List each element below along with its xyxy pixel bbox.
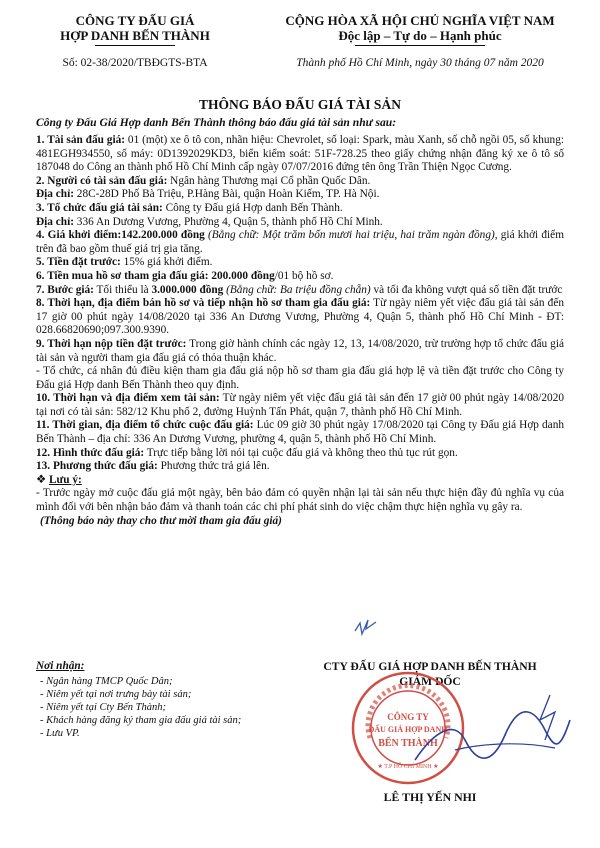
motto-underline [355, 45, 485, 46]
item-12: 12. Hình thức đấu giá: Trực tiếp bằng lời nói tại cuộc đấu giá và không theo thủ tục rút gọn. [36, 446, 458, 459]
svg-text:★ T.P HỒ CHÍ MINH ★: ★ T.P HỒ CHÍ MINH ★ [377, 764, 439, 770]
initial-mark-icon [352, 617, 380, 639]
signer-role: GIÁM ĐỐC [399, 675, 461, 688]
item-6: 6. Tiền mua hồ sơ tham gia đấu giá: 200.000 đồng/01 bộ hồ sơ. [36, 269, 334, 282]
note-heading: ❖ Lưu ý: [36, 473, 82, 486]
item-3-address: Địa chỉ: 336 An Dương Vương, Phường 4, Quận 5, thành phố Hồ Chí Minh. [36, 215, 383, 228]
svg-text:BẾN THÀNH: BẾN THÀNH [378, 738, 438, 749]
item-9: 9. Thời hạn nộp tiền đặt trước: Trong giờ hành chính các ngày 12, 13, 14/08/2020, trừ trường hợp tổ chức đấu giá tài sản và người tham gia đấu giá có thỏa thuận khác. [36, 337, 564, 364]
document-number: Số: 02-38/2020/TBĐGTS-BTA [62, 57, 208, 69]
recipient-item: - Niêm yết tại nơi trưng bày tài sản; [40, 689, 192, 700]
signer-name: LÊ THỊ YẾN NHI [383, 790, 477, 804]
item-11: 11. Thời gian, địa điểm tổ chức cuộc đấu giá: Lúc 09 giờ 30 phút ngày 17/08/2020 tại Công ty Đấu giá Hợp danh Bến Thành – địa chỉ: 336 An Dương Vương, phường 4, quận 5, thành phố Hồ Chí Minh. [36, 419, 564, 446]
company-name-line1: CÔNG TY ĐẤU GIÁ [75, 13, 195, 28]
item-7: 7. Bước giá: Tối thiểu là 3.000.000 đồng (Bằng chữ: Ba triệu đồng chẵn) và tối đa không vượt quá số tiền đặt trước [36, 283, 563, 296]
item-8: 8. Thời hạn, địa điểm bán hồ sơ và tiếp nhận hồ sơ tham gia đấu giá: Từ ngày niêm yết việc đấu giá tài sản đến 17 giờ 00 phút ngày 14/08/2020 tại 336 An Dương Vương, Phường 4, Quận 5, thành phố Hồ Chí Minh - ĐT: 028.66820690;097.300.9390. [36, 297, 564, 337]
closing-line: (Thông báo này thay cho thư mời tham gia đấu giá) [40, 514, 282, 527]
item-3: 3. Tổ chức đấu giá tài sản: Công ty Đấu giá Hợp danh Bến Thành. [36, 201, 343, 214]
recipients-list [40, 675, 245, 740]
item-5: 5. Tiền đặt trước: 15% giá khởi điểm. [36, 256, 213, 269]
svg-text:ĐẤU GIÁ HỢP DANH: ĐẤU GIÁ HỢP DANH [368, 725, 448, 734]
recipients-title: Nơi nhận: [36, 660, 85, 672]
recipient-item: - Lưu VP. [40, 728, 80, 739]
national-motto: Độc lập – Tự do – Hạnh phúc [338, 28, 502, 43]
recipient-item: - Ngân hàng TMCP Quốc Dân; [40, 676, 173, 687]
recipient-item: - Niêm yết tại Cty Bến Thành; [40, 702, 166, 713]
item-4: 4. Giá khởi điểm:142.200.000 đồng (Bằng chữ: Một trăm bốn mươi hai triệu, hai trăm ngàn đồng), giá khởi điểm trên đã bao gồm thuế giá trị gia tăng. [36, 229, 564, 255]
place-date: Thành phố Hồ Chí Minh, ngày 30 tháng 07 năm 2020 [296, 57, 544, 69]
company-name-line2: HỢP DANH BẾN THÀNH [60, 28, 210, 43]
intro-line: Công ty Đấu Giá Hợp danh Bến Thành thông báo đấu giá tài sản như sau: [36, 116, 397, 129]
item-9-note: - Tổ chức, cá nhân đủ điều kiện tham gia đấu giá nộp hồ sơ tham gia đấu giá hợp lệ và tiền đặt trước cho Công ty Đấu giá Hợp danh Bến Thành theo quy định. [36, 365, 564, 391]
note-text: - Trước ngày mở cuộc đấu giá một ngày, bên bảo đảm có quyền nhận lại tài sản nếu thực hiện đầy đủ nghĩa vụ của mình đối với bên nhận bảo đảm và thanh toán các chi phí phát sinh do việc chậm thực hiện nghĩa vụ gây ra. [36, 487, 564, 514]
recipient-item: - Khách hàng đăng ký tham gia đấu giá tài sản; [40, 715, 242, 726]
item-13: 13. Phương thức đấu giá: Phương thức trả giá lên. [36, 460, 270, 473]
item-10: 10. Thời hạn và địa điểm xem tài sản: Từ ngày niêm yết việc đấu giá tài sản đến 17 giờ 00 phút ngày 14/08/2020 tại nơi có tài sản: 582/12 Khu phố 2, đường Huỳnh Tấn Phát, quận 7, thành phố Hồ Chí Minh. [36, 392, 564, 418]
svg-text:CÔNG TY: CÔNG TY [387, 712, 429, 722]
document-title: THÔNG BÁO ĐẤU GIÁ TÀI SẢN [199, 97, 401, 112]
signer-organization: CTY ĐẤU GIÁ HỢP DANH BẾN THÀNH [323, 660, 537, 673]
item-1: 1. Tài sản đấu giá: 01 (một) xe ô tô con, nhãn hiệu: Chevrolet, số loại: Spark, màu Xanh, số chỗ ngồi 05, số khung: 481EGH934550, số máy: 0D1392029KD3, biển kiểm soát: 51F-728.25 theo giấy chứng nhận đăng ký xe ô tô số 187048 do Công an thành phố Hồ Chí Minh cấp ngày 07/07/2016 đứng tên ông Trần Thiện Ngọc Cương. [36, 134, 564, 174]
national-title: CỘNG HÒA XÃ HỘI CHỦ NGHĨA VIỆT NAM [285, 13, 555, 28]
handwritten-signature-icon [395, 690, 575, 780]
notice-body [36, 134, 564, 528]
item-2: 2. Người có tài sản đấu giá: Ngân hàng Thương mại Cổ phần Quốc Dân. [36, 174, 371, 187]
item-2-address: Địa chỉ: 28C-28D Phố Bà Triệu, P.Hàng Bài, quận Hoàn Kiếm, TP. Hà Nội. [36, 188, 380, 201]
diamond-bullet-icon: ❖ [36, 473, 47, 486]
company-underline [95, 45, 175, 46]
